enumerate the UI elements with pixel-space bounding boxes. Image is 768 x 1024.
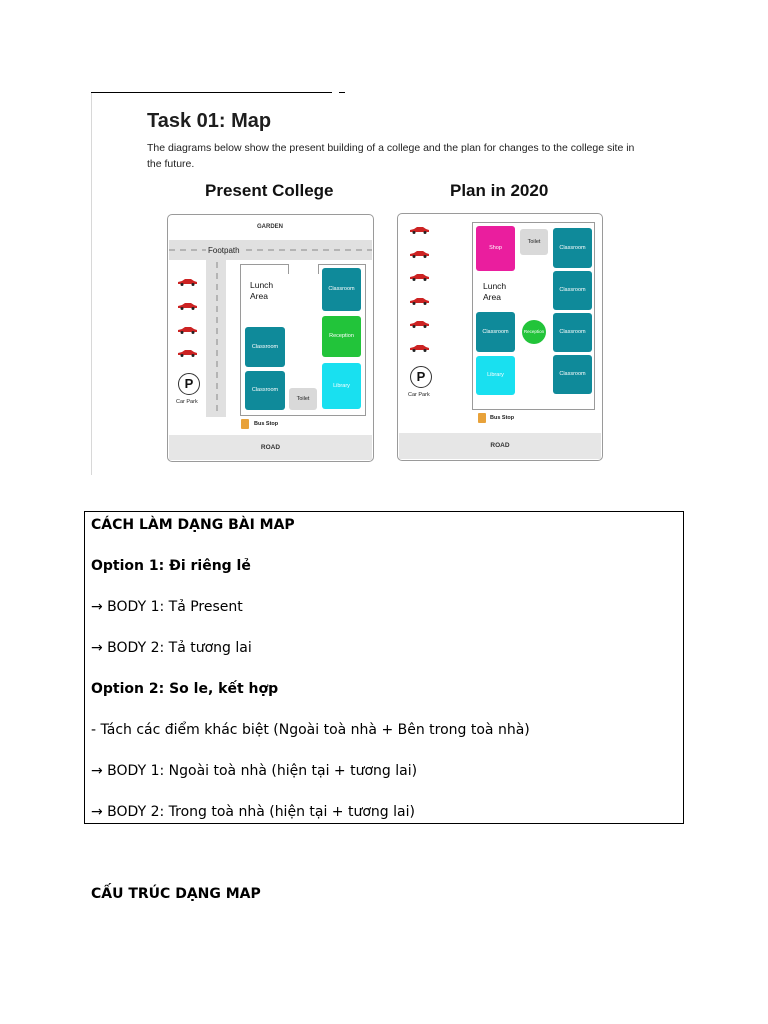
structure-heading: CẤU TRÚC DẠNG MAP bbox=[91, 886, 261, 902]
present-reception: Reception bbox=[322, 316, 361, 357]
present-footpath-label: Footpath bbox=[208, 246, 240, 255]
plan-map-title: Plan in 2020 bbox=[450, 181, 549, 200]
plan-toilet: Toilet bbox=[520, 229, 548, 255]
plan-bus-stop-label: Bus Stop bbox=[490, 415, 515, 421]
present-classroom-mid: Classroom bbox=[245, 327, 285, 367]
present-footpath-dashes-vertical bbox=[215, 262, 219, 412]
plan-car-icon bbox=[408, 344, 430, 352]
present-car-icon bbox=[176, 326, 198, 334]
present-bus-stop-label: Bus Stop bbox=[254, 421, 279, 427]
present-bus-stop-icon bbox=[241, 419, 249, 429]
present-toilet: Toilet bbox=[289, 388, 317, 410]
present-car-icon bbox=[176, 349, 198, 357]
option2-note: - Tách các điểm khác biệt (Ngoài toà nhà + Bên trong toà nhà) bbox=[91, 722, 530, 738]
present-classroom-bottom: Classroom bbox=[245, 371, 285, 410]
plan-parking-icon: P bbox=[410, 366, 432, 388]
present-lunch-area: Lunch Area bbox=[250, 280, 274, 301]
method-heading: CÁCH LÀM DẠNG BÀI MAP bbox=[91, 517, 295, 533]
plan-car-park-label: Car Park bbox=[408, 392, 430, 398]
task-description: The diagrams below show the present building of a college and the plan for changes to the college site in the future. bbox=[147, 142, 635, 170]
option2-body1: → BODY 1: Ngoài toà nhà (hiện tại + tương lai) bbox=[91, 763, 418, 779]
top-rule bbox=[91, 92, 332, 93]
plan-car-icon bbox=[408, 273, 430, 281]
task-title: Task 01: Map bbox=[147, 110, 272, 132]
option1-body1: → BODY 1: Tả Present bbox=[91, 599, 243, 615]
present-car-icon bbox=[176, 278, 198, 286]
present-car-icon bbox=[176, 302, 198, 310]
plan-classroom-r2: Classroom bbox=[553, 271, 592, 310]
present-garden-label: GARDEN bbox=[256, 224, 283, 230]
present-classroom-top: Classroom bbox=[322, 268, 361, 311]
present-road: ROAD bbox=[169, 435, 372, 460]
plan-library: Library bbox=[476, 356, 515, 395]
plan-classroom-r3: Classroom bbox=[553, 313, 592, 352]
plan-road: ROAD bbox=[399, 433, 601, 459]
present-library: Library bbox=[322, 363, 361, 409]
plan-car-icon bbox=[408, 320, 430, 328]
plan-car-icon bbox=[408, 250, 430, 258]
option1-body2: → BODY 2: Tả tương lai bbox=[91, 640, 252, 656]
present-car-park-label: Car Park bbox=[176, 399, 198, 405]
plan-car-icon bbox=[408, 226, 430, 234]
plan-car-icon bbox=[408, 297, 430, 305]
present-footpath-dashes bbox=[169, 248, 372, 252]
top-dash bbox=[339, 92, 345, 93]
option1-heading: Option 1: Đi riêng lẻ bbox=[91, 558, 251, 574]
left-rule bbox=[91, 93, 92, 475]
plan-reception: Reception bbox=[522, 320, 546, 344]
present-parking-icon: P bbox=[178, 373, 200, 395]
plan-classroom-left: Classroom bbox=[476, 312, 515, 352]
plan-classroom-r1: Classroom bbox=[553, 228, 592, 268]
plan-lunch-area: Lunch Area bbox=[483, 281, 507, 302]
option2-heading: Option 2: So le, kết hợp bbox=[91, 681, 279, 697]
plan-bus-stop-icon bbox=[478, 413, 486, 423]
plan-shop: Shop bbox=[476, 226, 515, 271]
plan-classroom-r4: Classroom bbox=[553, 355, 592, 394]
option2-body2: → BODY 2: Trong toà nhà (hiện tại + tương lai) bbox=[91, 804, 415, 820]
present-map-title: Present College bbox=[205, 181, 334, 200]
